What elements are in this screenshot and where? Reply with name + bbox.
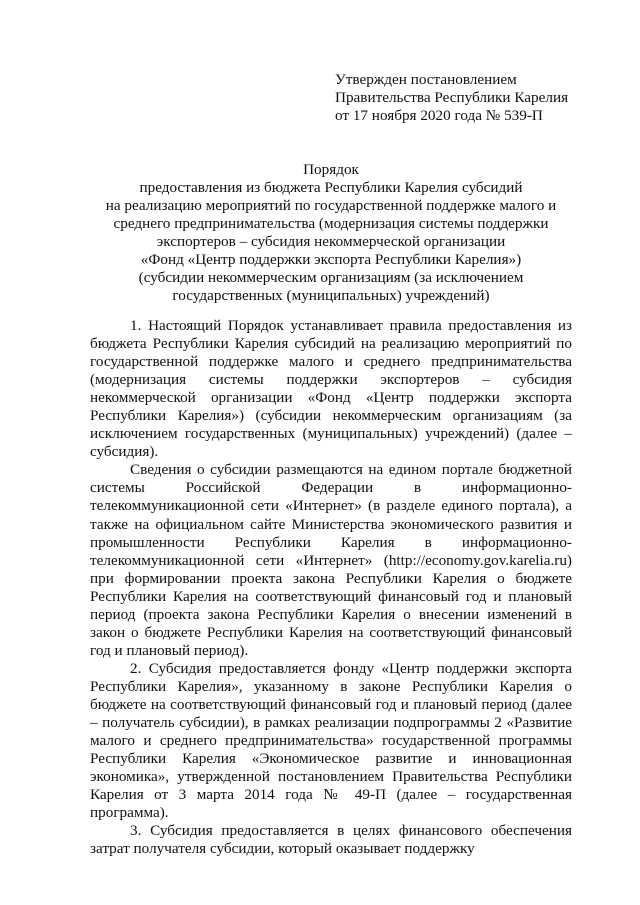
approval-line-1: Утвержден постановлением — [335, 71, 517, 88]
title-line: на реализацию мероприятий по государственной поддержке малого и — [105, 197, 557, 214]
title-line: предоставления из бюджета Республики Карелия субсидий — [139, 179, 523, 196]
document-body — [90, 317, 572, 858]
title-heading: Порядок — [303, 161, 359, 178]
title-line: (субсидии некоммерческим организациям (за исключением — [138, 269, 524, 286]
title-line: среднего предпринимательства (модернизация системы поддержки — [113, 215, 549, 232]
approval-line-3: от 17 ноября 2020 года № 539-П — [335, 107, 543, 124]
paragraph-2: 2. Субсидия предоставляется фонду «Центр поддержки экспорта Республики Карелия», указанному в законе Республики Карелия о бюджете на соответствующий финансовый год и плановый период (далее – получатель субсидии), в рамках реализации подпрограммы 2 «Развитие малого и среднего предпринимательства» государственной программы Республики Карелия «Экономическое развитие и инновационная экономика», утвержденной постановлением Правительства Республики Карелия от 3 марта 2014 года № 49-П (далее – государственная программа). — [90, 659, 572, 822]
document-title — [90, 161, 572, 305]
paragraph-1: 1. Настоящий Порядок устанавливает правила предоставления из бюджета Республики Карелия субсидий на реализацию мероприятий по государственной поддержке малого и среднего предпринимательства (модернизация системы поддержки экспортеров – субсидия некоммерческой организации «Фонд «Центр поддержки экспорта Республики Карелия») (субсидии некоммерческим организациям (за исключением государственных (муниципальных) учреждений) (далее – субсидия). — [90, 317, 572, 461]
approval-stamp — [335, 71, 568, 125]
title-line: государственных (муниципальных) учреждений) — [172, 287, 490, 304]
approval-line-2: Правительства Республики Карелия — [335, 89, 569, 106]
title-line: экспортеров – субсидия некоммерческой организации — [156, 233, 506, 250]
paragraph-3: 3. Субсидия предоставляется в целях финансового обеспечения затрат получателя субсидии, который оказывает поддержку — [90, 822, 572, 858]
title-line: «Фонд «Центр поддержки экспорта Республики Карелия») — [140, 251, 522, 268]
paragraph-1-info: Сведения о субсидии размещаются на едином портале бюджетной системы Российской Федерации в информационно-телекоммуникационной сети «Интернет» (в разделе единого портала), а также на официальном сайте Министерства экономического развития и промышленности Республики Карелия в информационно-телекоммуникационной сети «Интернет» (http://economy.gov.karelia.ru) при формировании проекта закона Республики Карелия о бюджете Республики Карелия на соответствующий финансовый год и плановый период (проекта закона Республики Карелия о внесении изменений в закон о бюджете Республики Карелия на соответствующий финансовый год и плановый период). — [90, 461, 572, 659]
